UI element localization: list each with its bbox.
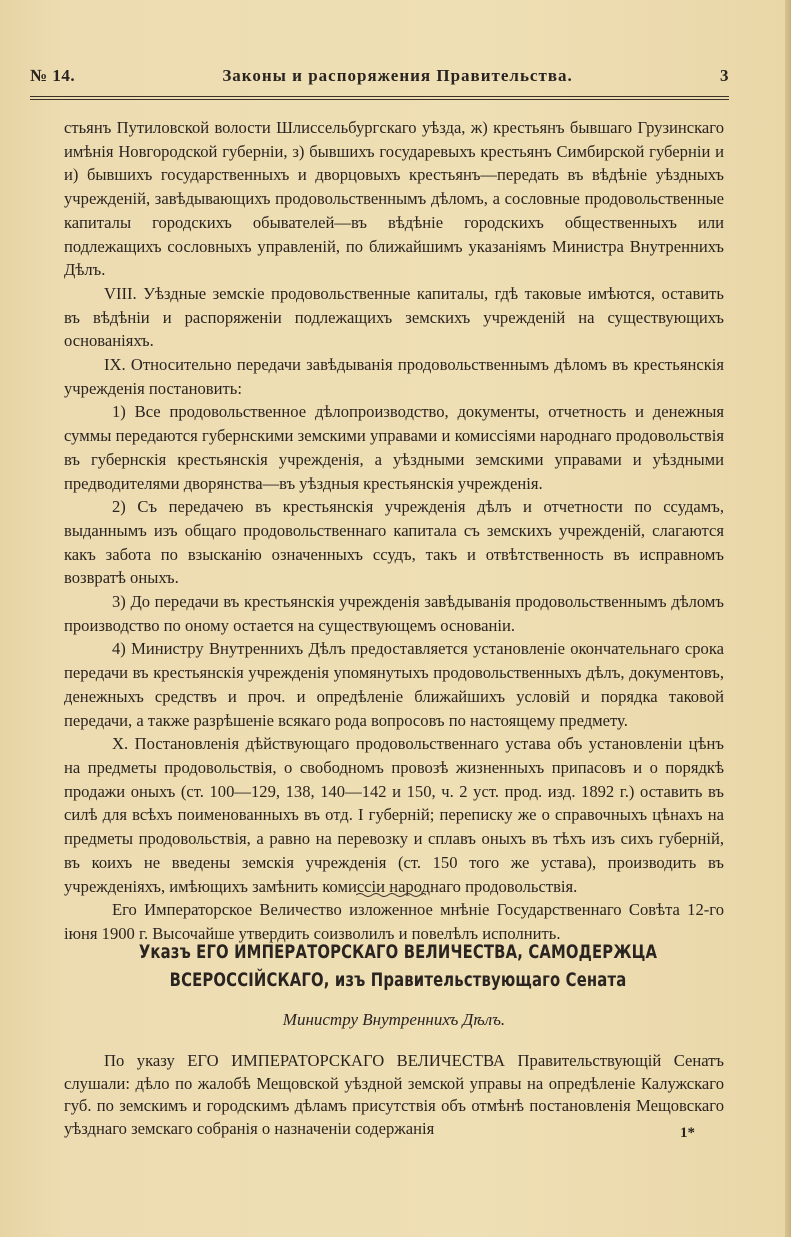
- signature-mark: 1*: [680, 1125, 695, 1141]
- paragraph: X. Постановленія дѣйствующаго продовольственнаго устава объ установленіи цѣнъ на предметы продовольствія, о свободномъ провозѣ жизненныхъ припасовъ и о порядкѣ продажи оныхъ (ст. 100—129, 138, 140—142 и 150, ч. 2 уст. прод. изд. 1892 г.) оставить въ силѣ для всѣхъ поименованныхъ въ отд. I губерній; переписку же о справочныхъ цѣнахъ на предметы продовольствія, а равно на перевозку и сплавъ оныхъ въ тѣхъ изъ сихъ губерній, въ коихъ не введены земскія учрежденія (ст. 150 того же устава), производить въ учрежденіяхъ, имѣющихъ замѣнить комиссіи народнаго продовольствія.: [64, 734, 724, 896]
- decree-title: Указъ ЕГО ИМПЕРАТОРСКАГО ВЕЛИЧЕСТВА, САМОДЕРЖЦА ВСЕРОССІЙСКАГО, изъ Правительствующаго Сената: [138, 941, 658, 991]
- paragraph: 2) Съ передачею въ крестьянскія учрежденія дѣлъ и отчетности по ссудамъ, выданнымъ изъ общаго продовольственнаго капитала съ земскихъ учрежденій, слагаются какъ забота по взысканію означенныхъ ссудъ, такъ и отвѣтственность въ исправномъ возвратѣ оныхъ.: [64, 497, 724, 588]
- paragraph: IX. Относительно передачи завѣдыванія продовольственнымъ дѣломъ въ крестьянскія учрежденія постановить:: [64, 355, 724, 398]
- paragraph: VIII. Уѣздные земскіе продовольственные капиталы, гдѣ таковые имѣются, оставить въ вѣдѣніи и распоряженіи подлежащихъ земскихъ учрежденій на существующихъ основаніяхъ.: [64, 283, 724, 351]
- paragraph: 4) Министру Внутреннихъ Дѣлъ предоставляется установленіе окончательнаго срока передачи въ крестьянскія учрежденія упомянутыхъ продовольственныхъ дѣлъ, документовъ, денежныхъ средствъ и проч. и опредѣленіе ближайшихъ условій и порядка таковой передачи, а также разрѣшеніе всякаго рода вопросовъ по настоящему предмету.: [64, 639, 724, 730]
- main-text: [64, 116, 724, 946]
- paragraph: По указу ЕГО ИМПЕРАТОРСКАГО ВЕЛИЧЕСТВА Правительствующій Сенатъ слушали: дѣло по жалобѣ Мещовской уѣздной земской управы на опредѣленіе Калужскаго губ. по земскимъ и городскимъ дѣламъ присутствія объ отмѣнѣ постановленія Мещовскаго уѣзднаго земскаго собранія о назначеніи содержанія: [64, 1051, 724, 1138]
- paragraph: стьянъ Путиловской волости Шлиссельбургскаго уѣзда, ж) крестьянъ бывшаго Грузинскаго имѣнія Новгородской губерніи, з) бывшихъ государевыхъ крестьянъ Симбирской губерніи и и) бывшихъ государственныхъ и дворцовыхъ крестьянъ—передать въ вѣдѣніе уѣздныхъ учрежденій, завѣдывающихъ продовольственнымъ дѣломъ, а сословные продовольственные капиталы городскихъ обывателей—въ вѣдѣніе городскихъ общественныхъ или подлежащихъ сословныхъ управленій, по ближайшимъ указаніямъ Министра Внутреннихъ Дѣлъ.: [64, 118, 724, 280]
- decree-addressee: Министру Внутреннихъ Дѣлъ.: [282, 1010, 506, 1029]
- header-rule: [30, 96, 729, 100]
- paragraph: 1) Все продовольственное дѣлопроизводство, документы, отчетность и денежныя суммы передаются губернскими земскими управами и комиссіями народнаго продовольствія въ губернскія крестьянскія учрежденія, а уѣздными земскими управами и уѣздными предводителями дворянства—въ уѣздныя крестьянскія учрежденія.: [64, 402, 724, 493]
- paragraph: 3) До передачи въ крестьянскія учрежденія завѣдыванія продовольственнымъ дѣломъ производство по оному остается на существующемъ основаніи.: [64, 592, 724, 635]
- page-header: [30, 66, 729, 86]
- paragraph: Его Императорское Величество изложенное мнѣніе Государственнаго Совѣта 12-го іюня 1900 г. Высочайше утвердить соизволилъ и повелѣлъ исполнить.: [64, 900, 724, 943]
- running-title: Законы и распоряжения Правительства.: [222, 66, 573, 85]
- page-edge: [785, 0, 791, 1237]
- issue-number: № 14.: [30, 66, 76, 85]
- section-separator: [356, 892, 426, 898]
- decree-body: [64, 1050, 724, 1140]
- page-number: 3: [719, 66, 729, 85]
